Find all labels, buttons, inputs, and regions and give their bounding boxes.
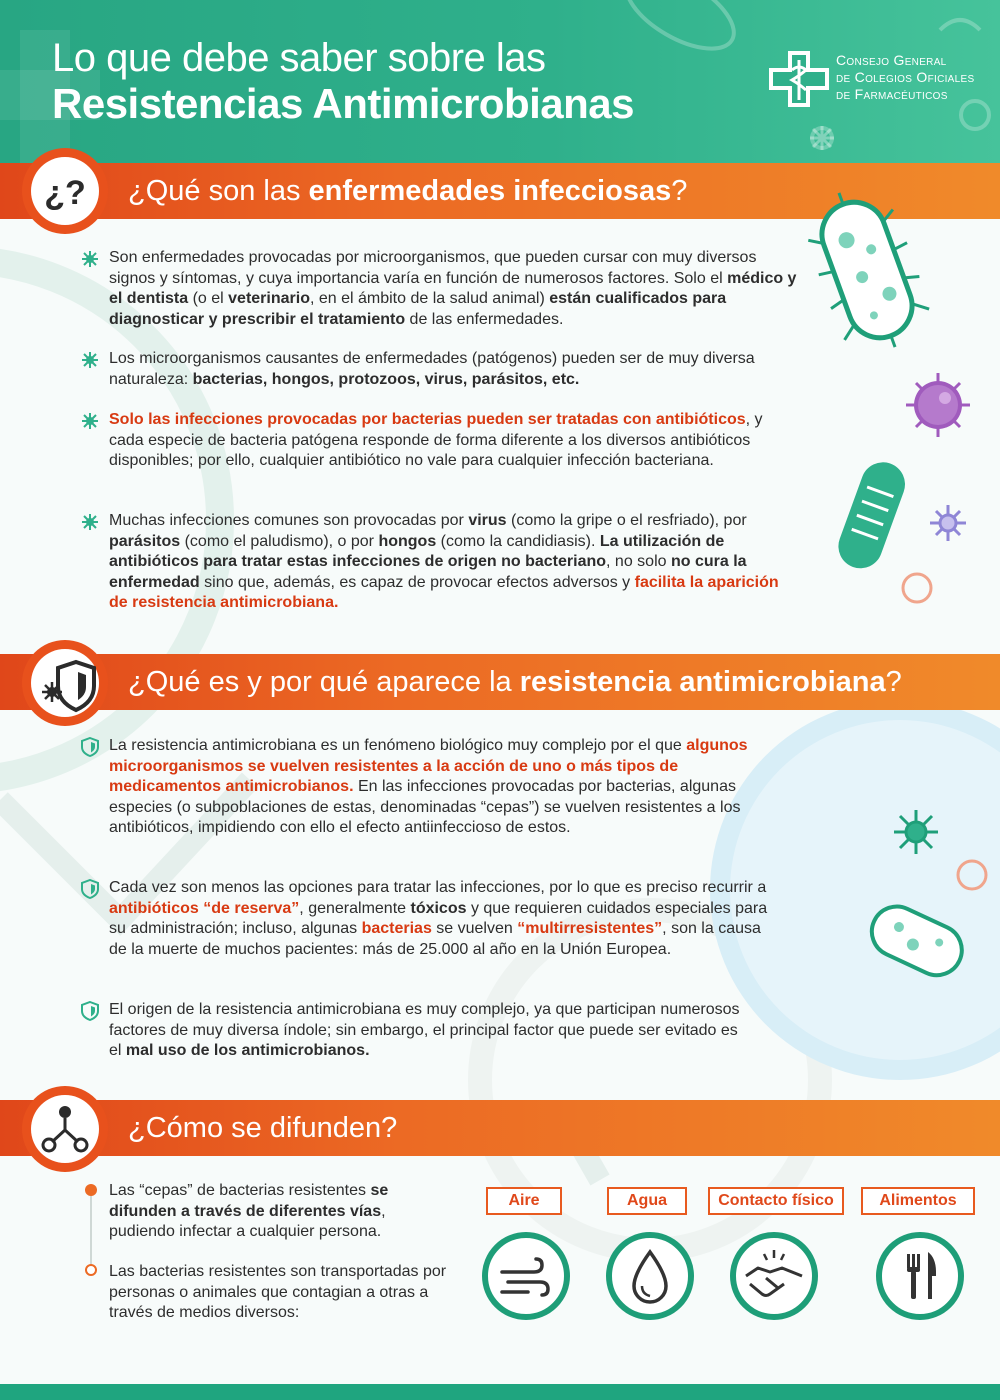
way-circle-food xyxy=(876,1232,964,1320)
timeline-connector xyxy=(82,1182,100,1282)
way-label-water: Agua xyxy=(607,1187,687,1215)
svg-text:¿?: ¿? xyxy=(44,174,86,212)
wind-icon xyxy=(488,1238,564,1314)
section-1-paragraph-3: Solo las infecciones provocadas por bacterias pueden ser tratadas con antibióticos, y cada especie de bacteria patógena responde de forma diferente a los diversos antibióticos disponibles; por ello, cualquier antibiótico no vale para cualquier infección bacteriana. xyxy=(109,411,763,469)
section-1-badge xyxy=(22,148,108,234)
section-3-title: ¿Cómo se difunden? xyxy=(128,1112,398,1144)
way-label-food: Alimentos xyxy=(861,1187,975,1215)
water-drop-icon xyxy=(612,1238,688,1314)
section-2-paragraph-2: Cada vez son menos las opciones para tratar las infecciones, por lo que es preciso recurrir a antibióticos “de reserva”, generalmente tóxicos y que requieren cuidados especiales para su administración; incluso, algunas bacterias se vuelven “multirresistentes”, son la causa de la muerte de muchos pacientes: más de 25.000 al año en la Unión Europea. xyxy=(109,879,768,958)
handshake-icon xyxy=(736,1238,812,1314)
microbes-illustration xyxy=(800,190,1000,650)
section-2-paragraph-1: La resistencia antimicrobiana es un fenómeno biológico muy complejo por el que algunos microorganismos se vuelven resistentes a la acción de uno o más tipos de medicamentos antimicrobianos. En las infecciones provocadas por bacterias, algunas especies (o subpoblaciones de estas, denominadas “cepas”) se vuelven resistentes a los antibióticos, impidiendo con ello el efecto antiinfeccioso de estos. xyxy=(109,737,748,836)
bacterium-icon xyxy=(800,190,939,363)
shield-microbe-icon xyxy=(22,640,108,726)
section-2-paragraph-3: El origen de la resistencia antimicrobiana es muy complejo, ya que participan numerosos factores de muy diversa índole; sin embargo, el principal factor que puede ser evitado es el mal uso de los antimicrobianos. xyxy=(109,1001,740,1059)
network-icon xyxy=(22,1086,108,1172)
green-bacterium-icon xyxy=(832,456,911,574)
section-1-paragraph-4: Muchas infecciones comunes son provocadas por virus (como la gripe o el resfriado), por parásitos (como el paludismo), o por hongos (como la candidiasis). La utilización de antibióticos para tratar estas infecciones de origen no bacteriano, no solo no cura la enfermedad sino que, además, es capaz de provocar efectos adversos y facilita la aparición de resistencia antimicrobiana. xyxy=(109,512,779,611)
section-1-title: ¿Qué son las enfermedades infecciosas? xyxy=(128,175,688,207)
way-circle-air xyxy=(482,1232,570,1320)
small-cell-icon xyxy=(958,861,986,889)
org-line-2: de Colegios Oficiales xyxy=(836,69,975,85)
spread-item-1: Las “cepas” de bacterias resistentes se difunden a través de diferentes vías, pudiendo infectar a cualquier persona. xyxy=(109,1182,389,1240)
spread-item-2: Las bacterias resistentes son transportadas por personas o animales que contagian a otras a través de medios diversos: xyxy=(109,1263,447,1321)
way-label-physical-contact: Contacto físico xyxy=(708,1187,844,1215)
microbe-bullet-icon xyxy=(80,512,100,532)
microbe-bullet-icon xyxy=(80,350,100,370)
title-line-2: Resistencias Antimicrobianas xyxy=(52,80,634,127)
section-2-badge xyxy=(22,640,108,726)
section-1-paragraph-1: Son enfermedades provocadas por microorganismos, que pueden cursar con muy diversos signos y síntomas, y cuya importancia varía en función de numerosos factores. Solo el médico y el dentista (o el veterinario, en el ámbito de la salud animal) están cualificados para diagnosticar y prescribir el tratamiento de las enfermedades. xyxy=(109,249,797,328)
footer-bar xyxy=(0,1384,1000,1400)
bacterium-icon xyxy=(864,898,970,983)
green-virus-icon xyxy=(894,810,938,854)
fork-knife-icon xyxy=(882,1238,958,1314)
way-circle-physical-contact xyxy=(730,1232,818,1320)
way-circle-water xyxy=(606,1232,694,1320)
section-3-banner xyxy=(0,1100,1000,1156)
section-2-title: ¿Qué es y por qué aparece la resistencia antimicrobiana? xyxy=(128,666,902,698)
small-virus-icon xyxy=(930,505,966,541)
organization-name xyxy=(836,52,974,103)
petri-dish-microbes xyxy=(840,800,1000,1000)
way-label-air: Aire xyxy=(486,1187,562,1215)
microbe-bullet-icon xyxy=(80,249,100,269)
title-line-1: Lo que debe saber sobre las xyxy=(52,36,546,80)
question-icon xyxy=(22,148,108,234)
section-1-paragraph-2: Los microorganismos causantes de enfermedades (patógenos) pueden ser de muy diversa naturaleza: bacterias, hongos, protozoos, virus, parásitos, etc. xyxy=(109,350,755,388)
microbe-bullet-icon xyxy=(80,411,100,431)
shield-bullet-icon xyxy=(80,879,100,899)
section-3-badge xyxy=(22,1086,108,1172)
shield-bullet-icon xyxy=(80,737,100,757)
org-line-1: Consejo General xyxy=(836,52,947,68)
small-cell-icon xyxy=(903,574,931,602)
shield-bullet-icon xyxy=(80,1001,100,1021)
virus-purple-icon xyxy=(906,373,970,437)
pharmacy-cross-logo-icon xyxy=(768,50,830,108)
header xyxy=(0,0,1000,165)
section-2-banner xyxy=(0,654,1000,710)
org-line-3: de Farmacéuticos xyxy=(836,86,948,102)
